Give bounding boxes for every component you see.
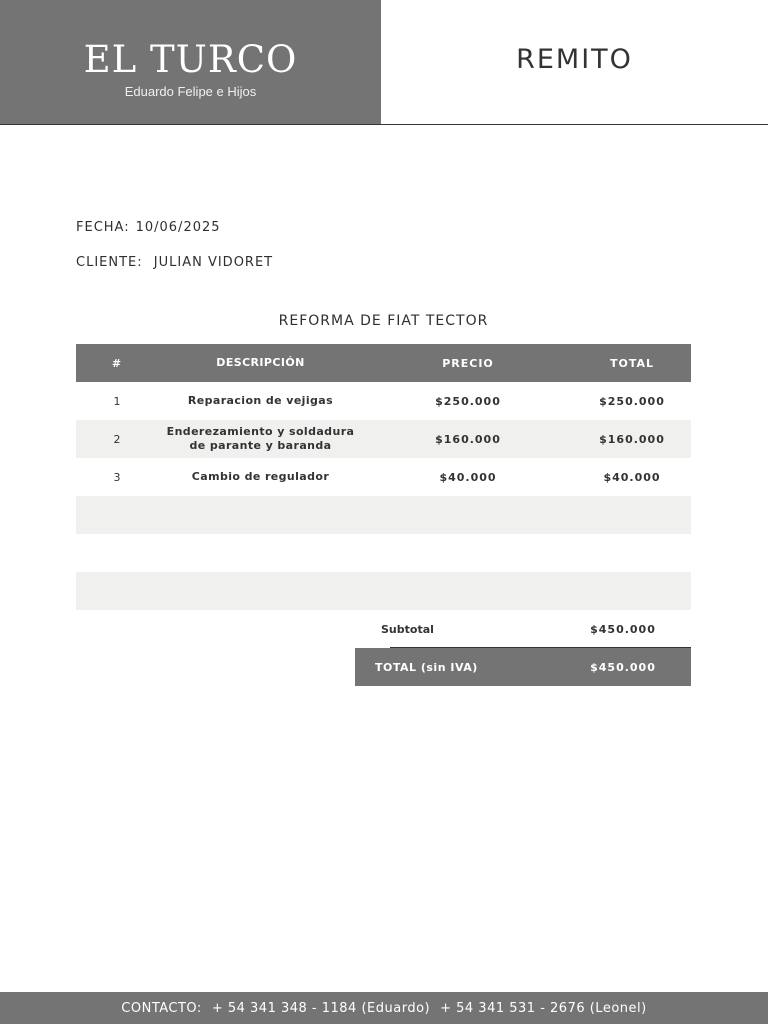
row-number: 2 xyxy=(113,432,121,446)
date-line xyxy=(76,220,221,235)
row-total: $250.000 xyxy=(599,394,665,408)
client-label: CLIENTE: xyxy=(76,255,143,270)
row-total: $40.000 xyxy=(603,470,661,484)
brand-name: EL TURCO xyxy=(83,38,298,81)
header-price: PRECIO xyxy=(442,356,494,370)
grand-total-label: TOTAL (sin IVA) xyxy=(375,660,478,674)
items-table xyxy=(76,344,691,610)
row-description: Reparacion de vejigas xyxy=(187,394,334,407)
contact-label: CONTACTO: xyxy=(121,1000,202,1016)
table-row xyxy=(76,496,691,534)
row-price: $160.000 xyxy=(435,432,501,446)
header-total: TOTAL xyxy=(609,356,655,370)
row-price: $40.000 xyxy=(439,470,497,484)
subtotal-row xyxy=(355,610,691,648)
client-line xyxy=(76,255,273,270)
subtotal-value: $450.000 xyxy=(590,622,656,636)
row-description: Enderezamiento y soldadura de parante y baranda xyxy=(166,425,355,452)
table-row xyxy=(76,420,691,458)
brand-panel xyxy=(0,0,381,125)
document-title: REMITO xyxy=(516,44,633,75)
contact-phone-eduardo: + 54 341 348 - 1184 (Eduardo) xyxy=(211,1000,431,1016)
row-total: $160.000 xyxy=(599,432,665,446)
row-number: 3 xyxy=(113,470,121,484)
header-description: DESCRIPCIÓN xyxy=(216,356,305,369)
contact-footer xyxy=(0,992,768,1024)
subtotal-label: Subtotal xyxy=(381,622,434,636)
row-price: $250.000 xyxy=(435,394,501,408)
grand-total-row xyxy=(355,648,691,686)
table-row xyxy=(76,534,691,572)
client-value: JULIAN VIDORET xyxy=(153,255,274,270)
date-value: 10/06/2025 xyxy=(135,220,221,235)
table-row xyxy=(76,458,691,496)
table-header-row xyxy=(76,344,691,382)
row-number: 1 xyxy=(113,394,121,408)
brand-subtitle: Eduardo Felipe e Hijos xyxy=(124,84,257,99)
row-description: Cambio de regulador xyxy=(191,470,330,483)
date-label: FECHA: xyxy=(76,220,130,235)
title-panel xyxy=(381,0,768,125)
table-row xyxy=(76,382,691,420)
header-divider xyxy=(0,124,768,125)
contact-phone-leonel: + 54 341 531 - 2676 (Leonel) xyxy=(440,1000,647,1016)
grand-total-value: $450.000 xyxy=(590,660,656,674)
table-row xyxy=(76,572,691,610)
job-title: REFORMA DE FIAT TECTOR xyxy=(278,313,489,329)
header-number: # xyxy=(111,356,123,370)
